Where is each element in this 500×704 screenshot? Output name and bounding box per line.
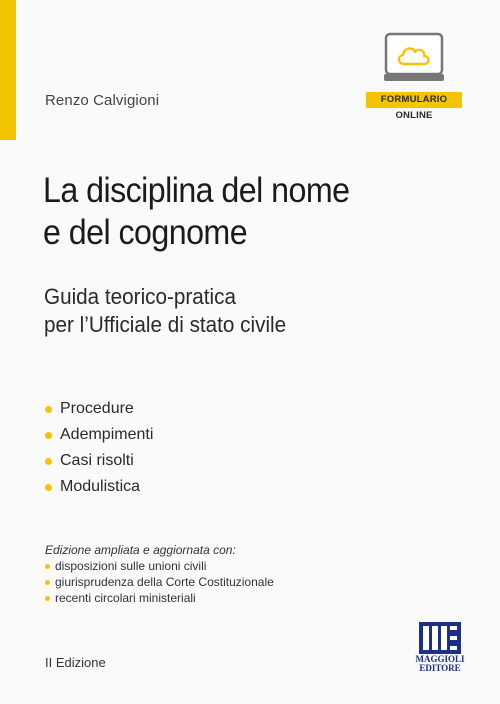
update-note-list: [45, 558, 365, 606]
list-item: Casi risolti: [45, 448, 153, 474]
bullet-dot-icon: [45, 580, 50, 585]
list-item: Modulistica: [45, 474, 153, 500]
bullet-dot-icon: [45, 458, 52, 465]
laptop-cloud-icon: [384, 30, 444, 90]
bullet-dot-icon: [45, 432, 52, 439]
bullet-dot-icon: [45, 596, 50, 601]
list-item: disposizioni sulle unioni civili: [45, 558, 365, 574]
maggioli-logo-icon: [419, 622, 461, 654]
bullet-dot-icon: [45, 564, 50, 569]
book-title: [43, 170, 429, 254]
list-item: Adempimenti: [45, 422, 153, 448]
badge-label: FORMULARIO ONLINE: [366, 92, 462, 108]
list-item: giurisprudenza della Corte Costituzionale: [45, 574, 365, 590]
edition-label: II Edizione: [45, 655, 106, 670]
accent-strip: [0, 0, 16, 140]
update-note-title: Edizione ampliata e aggiornata con:: [45, 543, 236, 557]
book-subtitle: [44, 283, 448, 339]
bullet-dot-icon: [45, 406, 52, 413]
publisher-logo: [415, 622, 465, 674]
bullet-dot-icon: [45, 484, 52, 491]
title-line-1: La disciplina del nome: [43, 171, 350, 210]
online-forms-badge: [366, 30, 462, 121]
title-line-2: e del cognome: [43, 213, 248, 252]
author-name: Renzo Calvigioni: [45, 92, 160, 109]
list-item: recenti circolari ministeriali: [45, 590, 365, 606]
update-note: [45, 543, 365, 606]
subtitle-line-2: per l’Ufficiale di stato civile: [44, 312, 287, 337]
list-item: Procedure: [45, 396, 153, 422]
topic-list: [45, 396, 153, 500]
subtitle-line-1: Guida teorico-pratica: [44, 284, 236, 309]
publisher-name: MAGGIOLI EDITORE: [415, 654, 465, 673]
